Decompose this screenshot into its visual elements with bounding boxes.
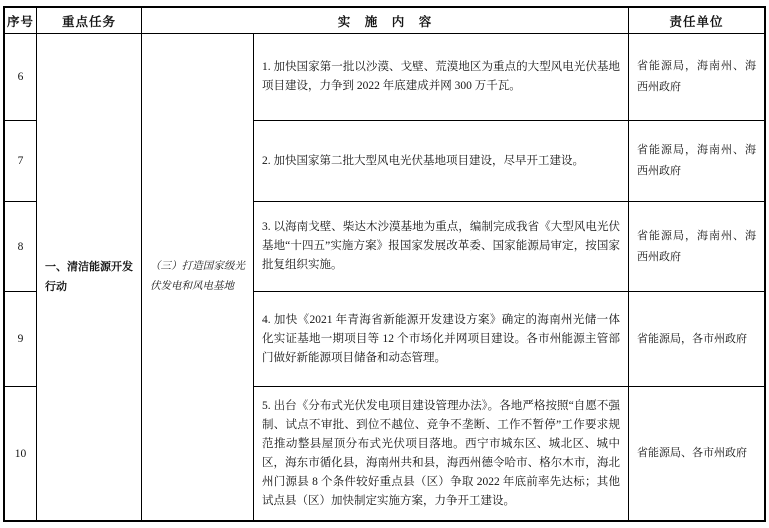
row-number: 8 <box>17 240 24 253</box>
row-number-cell <box>5 387 37 520</box>
unit-cell <box>629 292 764 387</box>
content-text: 4. 加快《2021 年青海省新能源开发建设方案》确定的海南州光储一体化实证基地一期项目等 12 个市场化并网项目建设。各市州能源主管部门做好新能源项目储备和动态管理。 <box>262 313 620 364</box>
unit-text: 省能源局，海南州、海西州政府 <box>637 229 756 263</box>
unit-cell <box>629 387 764 520</box>
content-cell <box>254 202 629 292</box>
content-cell <box>254 292 629 387</box>
task-group-label: 一、清洁能源开发行动 <box>45 261 133 293</box>
row-number-cell <box>5 202 37 292</box>
unit-text: 省能源局，各市州政府 <box>637 332 747 345</box>
header-content-label: 实 施 内 容 <box>337 14 433 29</box>
content-text: 3. 以海南戈壁、柴达木沙漠基地为重点，编制完成我省《大型风电光伏基地“十四五”实施方案》报国家发展改革委、国家能源局审定，按国家批复组织实施。 <box>262 221 620 271</box>
content-cell <box>254 34 629 121</box>
header-no-label: 序号 <box>6 14 34 29</box>
unit-text: 省能源局，海南州、海西州政府 <box>637 144 756 177</box>
unit-cell <box>629 121 764 202</box>
subtask-cell <box>142 34 254 520</box>
row-number-cell <box>5 34 37 121</box>
content-cell <box>254 121 629 202</box>
subtask-label: （三）打造国家级光伏发电和风电基地 <box>150 261 245 292</box>
row-number-cell <box>5 121 37 202</box>
row-number: 7 <box>17 155 24 167</box>
row-number: 10 <box>14 447 27 460</box>
content-text: 1. 加快国家第一批以沙漠、戈壁、荒漠地区为重点的大型风电光伏基地项目建设，力争到 2022 年底建成并网 300 万千瓦。 <box>262 61 620 92</box>
header-unit <box>629 8 764 34</box>
row-number-cell <box>5 292 37 387</box>
unit-cell <box>629 34 764 121</box>
content-text: 2. 加快国家第二批大型风电光伏基地项目建设，尽早开工建设。 <box>262 154 584 167</box>
header-content <box>142 8 629 34</box>
task-group-cell <box>37 34 142 520</box>
row-number: 6 <box>17 71 24 83</box>
unit-text: 省能源局、各市州政府 <box>637 447 747 459</box>
header-no <box>5 8 37 34</box>
unit-cell <box>629 202 764 292</box>
header-task-label: 重点任务 <box>61 14 116 29</box>
unit-text: 省能源局，海南州、海西州政府 <box>637 60 756 93</box>
header-unit-label: 责任单位 <box>669 14 724 29</box>
header-task <box>37 8 142 34</box>
content-cell <box>254 387 629 520</box>
row-number: 9 <box>17 333 24 345</box>
content-text: 5. 出台《分布式光伏发电项目建设管理办法》。各地严格按照“自愿不强制、试点不审批、到位不越位、竞争不垄断、工作不暂停”工作要求规范推动整县屋顶分布式光伏项目落地。西宁市城东区、城北区、城中区，海东市循化县，海南州共和县，海西州德令哈市、格尔木市，海北州门源县 8 个条件较好重点县（区）争取 2022 年底前率先达标；其他试点县（区）加快制定实施方案，力争开工建设。 <box>262 399 620 507</box>
implementation-plan-table <box>3 6 766 522</box>
